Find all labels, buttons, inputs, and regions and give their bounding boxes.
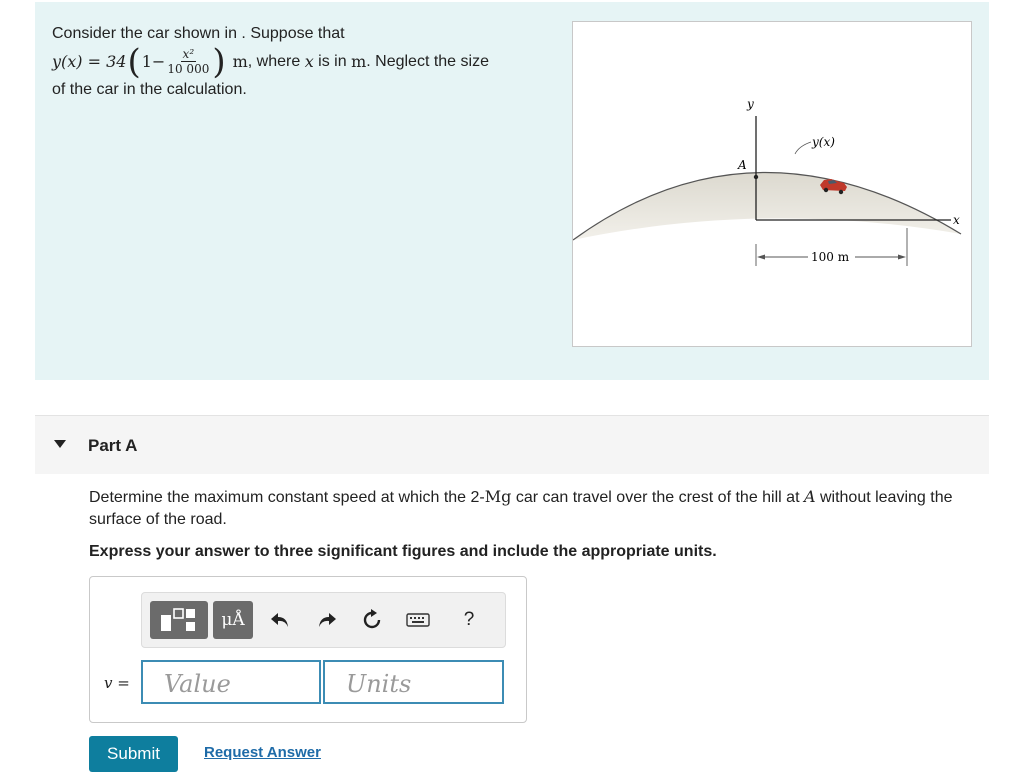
label-y: y xyxy=(747,97,754,111)
answer-box xyxy=(89,576,527,723)
equation-one-minus: 1− xyxy=(141,52,166,71)
fraction-numerator: x² xyxy=(182,47,195,61)
equation-end: . Neglect the size xyxy=(366,53,489,70)
units-button[interactable]: μÅ xyxy=(213,601,253,639)
question-mass-unit: Mg xyxy=(484,487,512,506)
variable-label xyxy=(104,674,130,692)
question-point: A xyxy=(803,487,816,506)
value-input[interactable] xyxy=(141,660,321,704)
question-mid: car can travel over the crest of the hill at xyxy=(511,489,804,506)
problem-equation xyxy=(52,42,552,82)
question-pre: Determine the maximum constant speed at which the 2- xyxy=(89,489,485,506)
hill-figure xyxy=(572,21,972,347)
equals-sign: = xyxy=(112,674,130,692)
problem-line3: of the car in the calculation. xyxy=(52,81,247,98)
question-post: without leaving the surface of the road. xyxy=(89,489,953,528)
equation-is-in: is in xyxy=(313,53,352,70)
redo-icon[interactable] xyxy=(314,607,340,633)
label-a: A xyxy=(738,158,747,172)
part-title: Part A xyxy=(88,436,138,455)
templates-button[interactable] xyxy=(150,601,208,639)
label-dim: 100 m xyxy=(811,250,850,264)
value-placeholder: Value xyxy=(164,670,231,698)
equation-var: x xyxy=(304,52,314,71)
keyboard-icon[interactable] xyxy=(405,607,431,633)
help-icon[interactable]: ? xyxy=(463,609,475,630)
hill-shape xyxy=(573,172,961,240)
dim-arrow-right xyxy=(898,255,906,260)
label-curve: y(x) xyxy=(812,135,835,149)
variable-symbol: v xyxy=(104,674,113,692)
point-a xyxy=(754,175,758,179)
reset-icon[interactable] xyxy=(359,607,385,633)
equation-unit: m xyxy=(232,52,248,71)
submit-button[interactable]: Submit xyxy=(89,736,178,772)
request-answer-link[interactable]: Request Answer xyxy=(204,744,321,761)
equation-tail: , where xyxy=(247,53,305,70)
problem-intro: Consider the car shown in . Suppose that xyxy=(52,25,345,42)
units-placeholder: Units xyxy=(346,670,412,698)
undo-icon[interactable] xyxy=(267,607,293,633)
instruction-text: Express your answer to three significant figures and include the appropriate units. xyxy=(89,543,717,560)
equation-fraction xyxy=(167,47,209,77)
hill-diagram xyxy=(573,22,971,346)
curve-leader xyxy=(795,142,811,154)
problem-panel xyxy=(35,2,989,380)
collapse-caret-icon[interactable] xyxy=(54,440,66,448)
question-text xyxy=(89,486,969,531)
right-paren: ) xyxy=(212,42,226,82)
left-paren: ( xyxy=(127,42,141,82)
fraction-denominator: 10 000 xyxy=(167,62,210,76)
units-input[interactable] xyxy=(323,660,504,704)
label-x: x xyxy=(953,213,960,227)
equation-unit2: m xyxy=(351,52,367,71)
equation-lhs: y(x) = 34 xyxy=(52,52,127,71)
templates-icon xyxy=(159,607,199,633)
problem-statement xyxy=(52,22,552,102)
part-a-header[interactable] xyxy=(35,415,989,474)
dim-arrow-left xyxy=(757,255,765,260)
math-toolbar xyxy=(141,592,506,648)
